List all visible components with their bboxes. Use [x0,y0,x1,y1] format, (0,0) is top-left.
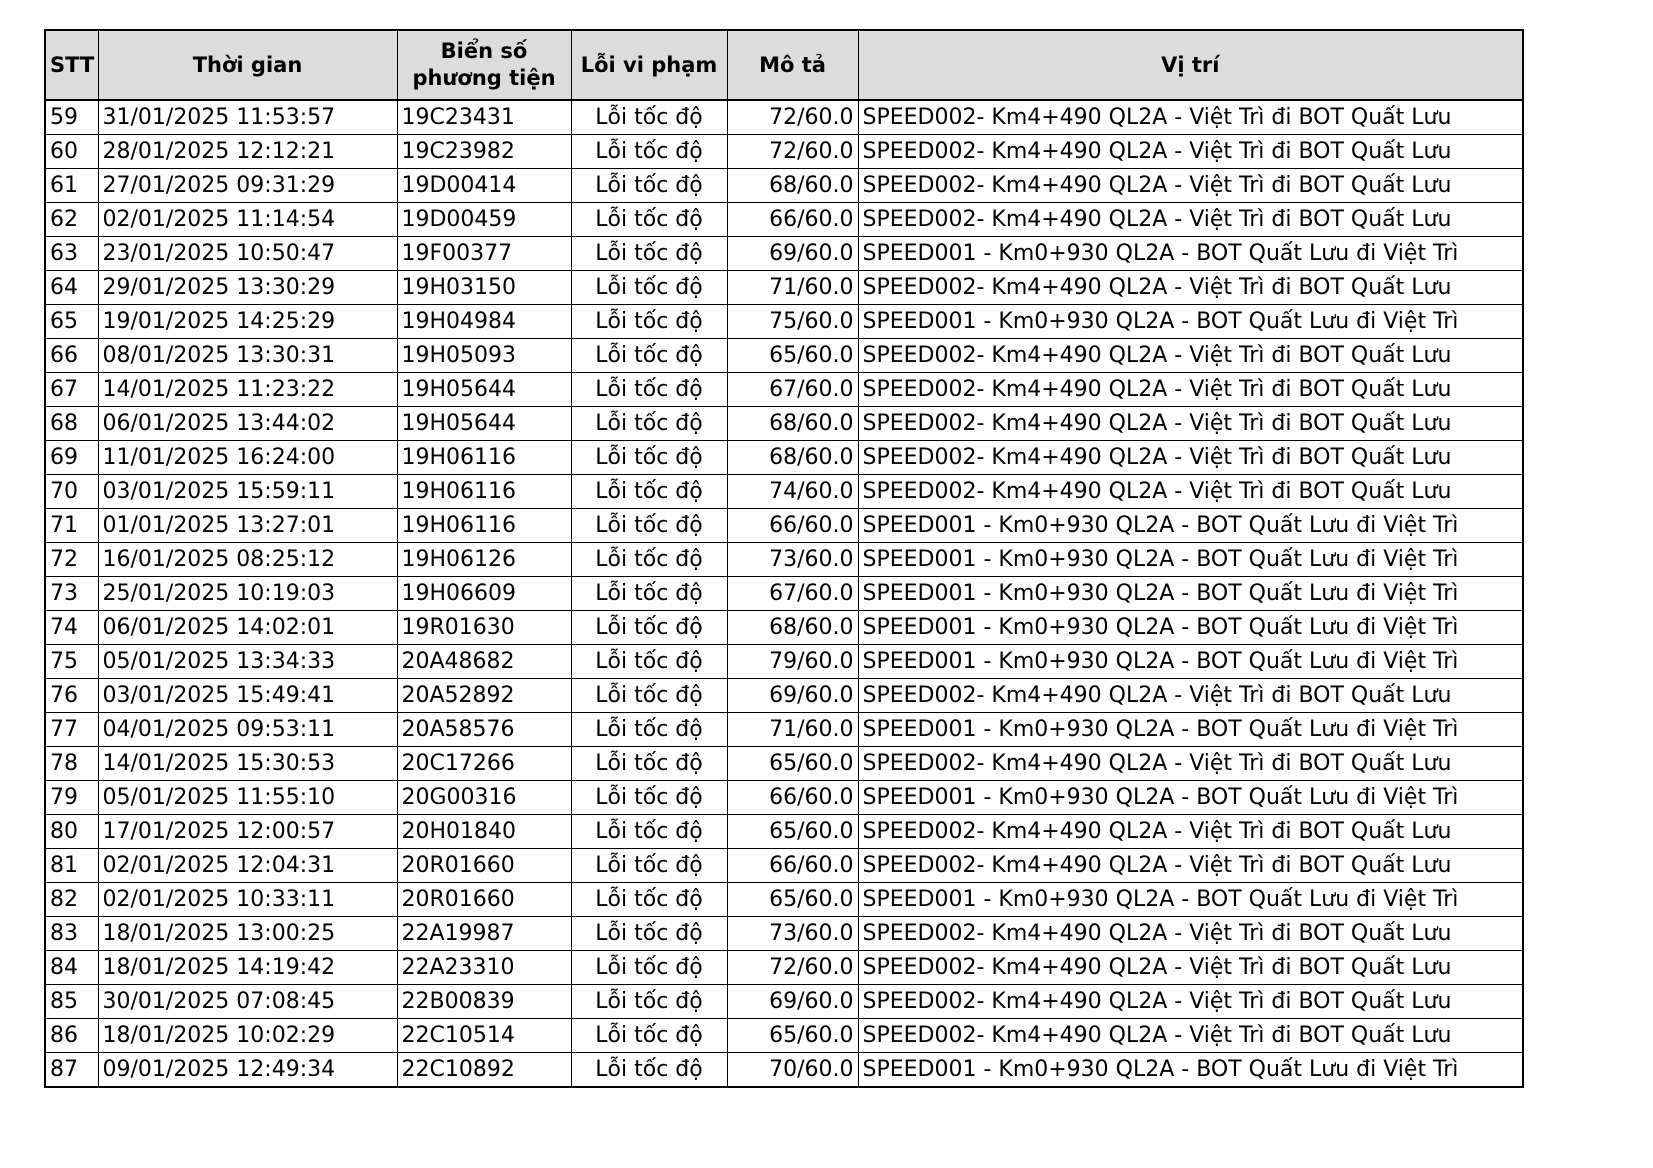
table-row [45,951,1523,985]
cell-location: SPEED002- Km4+490 QL2A - Việt Trì đi BOT Quất Lưu [858,985,1523,1019]
cell-description: 75/60.0 [727,305,858,339]
table-row [45,849,1523,883]
table-body [45,100,1523,1087]
table-row [45,611,1523,645]
table-row [45,917,1523,951]
violations-table [44,29,1524,1088]
cell-stt: 83 [45,917,98,951]
cell-description: 69/60.0 [727,679,858,713]
cell-violation: Lỗi tốc độ [571,917,727,951]
cell-violation: Lỗi tốc độ [571,747,727,781]
cell-description: 72/60.0 [727,135,858,169]
cell-plate: 22A23310 [397,951,571,985]
cell-plate: 20H01840 [397,815,571,849]
cell-violation: Lỗi tốc độ [571,815,727,849]
table-row [45,509,1523,543]
cell-time: 23/01/2025 10:50:47 [98,237,397,271]
cell-plate: 19R01630 [397,611,571,645]
cell-stt: 74 [45,611,98,645]
cell-stt: 65 [45,305,98,339]
cell-location: SPEED001 - Km0+930 QL2A - BOT Quất Lưu đi Việt Trì [858,883,1523,917]
cell-location: SPEED002- Km4+490 QL2A - Việt Trì đi BOT Quất Lưu [858,1019,1523,1053]
cell-time: 29/01/2025 13:30:29 [98,271,397,305]
cell-time: 16/01/2025 08:25:12 [98,543,397,577]
cell-time: 25/01/2025 10:19:03 [98,577,397,611]
cell-time: 06/01/2025 13:44:02 [98,407,397,441]
table-row [45,305,1523,339]
cell-location: SPEED001 - Km0+930 QL2A - BOT Quất Lưu đi Việt Trì [858,611,1523,645]
cell-violation: Lỗi tốc độ [571,883,727,917]
cell-location: SPEED002- Km4+490 QL2A - Việt Trì đi BOT Quất Lưu [858,951,1523,985]
cell-stt: 85 [45,985,98,1019]
cell-location: SPEED001 - Km0+930 QL2A - BOT Quất Lưu đi Việt Trì [858,781,1523,815]
table-row [45,100,1523,135]
cell-violation: Lỗi tốc độ [571,951,727,985]
cell-stt: 76 [45,679,98,713]
table-row [45,679,1523,713]
cell-plate: 20C17266 [397,747,571,781]
cell-time: 02/01/2025 11:14:54 [98,203,397,237]
cell-description: 65/60.0 [727,1019,858,1053]
cell-time: 03/01/2025 15:59:11 [98,475,397,509]
cell-location: SPEED002- Km4+490 QL2A - Việt Trì đi BOT Quất Lưu [858,339,1523,373]
cell-time: 18/01/2025 10:02:29 [98,1019,397,1053]
cell-plate: 20A58576 [397,713,571,747]
cell-violation: Lỗi tốc độ [571,135,727,169]
cell-location: SPEED002- Km4+490 QL2A - Việt Trì đi BOT Quất Lưu [858,373,1523,407]
table-row [45,1019,1523,1053]
cell-time: 28/01/2025 12:12:21 [98,135,397,169]
header-violation: Lỗi vi phạm [571,30,727,100]
table-row [45,747,1523,781]
cell-location: SPEED002- Km4+490 QL2A - Việt Trì đi BOT Quất Lưu [858,203,1523,237]
cell-time: 31/01/2025 11:53:57 [98,100,397,135]
cell-description: 68/60.0 [727,611,858,645]
header-location: Vị trí [858,30,1523,100]
cell-violation: Lỗi tốc độ [571,237,727,271]
table-row [45,1053,1523,1088]
table-row [45,815,1523,849]
cell-violation: Lỗi tốc độ [571,543,727,577]
cell-location: SPEED002- Km4+490 QL2A - Việt Trì đi BOT Quất Lưu [858,917,1523,951]
cell-stt: 70 [45,475,98,509]
cell-plate: 22A19987 [397,917,571,951]
cell-violation: Lỗi tốc độ [571,1053,727,1088]
cell-time: 03/01/2025 15:49:41 [98,679,397,713]
cell-stt: 60 [45,135,98,169]
table-row [45,577,1523,611]
table-row [45,373,1523,407]
cell-time: 18/01/2025 14:19:42 [98,951,397,985]
cell-plate: 20R01660 [397,849,571,883]
cell-description: 67/60.0 [727,373,858,407]
cell-stt: 75 [45,645,98,679]
cell-stt: 84 [45,951,98,985]
cell-location: SPEED002- Km4+490 QL2A - Việt Trì đi BOT Quất Lưu [858,271,1523,305]
cell-stt: 59 [45,100,98,135]
cell-stt: 68 [45,407,98,441]
cell-time: 01/01/2025 13:27:01 [98,509,397,543]
cell-time: 05/01/2025 11:55:10 [98,781,397,815]
cell-description: 66/60.0 [727,781,858,815]
cell-plate: 19D00459 [397,203,571,237]
table-row [45,203,1523,237]
cell-violation: Lỗi tốc độ [571,373,727,407]
cell-time: 17/01/2025 12:00:57 [98,815,397,849]
cell-plate: 22B00839 [397,985,571,1019]
cell-time: 18/01/2025 13:00:25 [98,917,397,951]
cell-description: 73/60.0 [727,543,858,577]
cell-location: SPEED002- Km4+490 QL2A - Việt Trì đi BOT Quất Lưu [858,849,1523,883]
cell-description: 65/60.0 [727,339,858,373]
cell-description: 65/60.0 [727,815,858,849]
table-header [45,30,1523,100]
header-time: Thời gian [98,30,397,100]
cell-stt: 71 [45,509,98,543]
cell-violation: Lỗi tốc độ [571,1019,727,1053]
cell-description: 70/60.0 [727,1053,858,1088]
cell-description: 68/60.0 [727,441,858,475]
cell-location: SPEED001 - Km0+930 QL2A - BOT Quất Lưu đi Việt Trì [858,509,1523,543]
cell-description: 79/60.0 [727,645,858,679]
cell-stt: 87 [45,1053,98,1088]
cell-stt: 72 [45,543,98,577]
cell-stt: 80 [45,815,98,849]
cell-description: 68/60.0 [727,169,858,203]
table-row [45,781,1523,815]
header-plate: Biển số phương tiện [397,30,571,100]
table-row [45,339,1523,373]
cell-violation: Lỗi tốc độ [571,203,727,237]
cell-plate: 19C23431 [397,100,571,135]
table-row [45,543,1523,577]
table-row [45,985,1523,1019]
cell-description: 73/60.0 [727,917,858,951]
cell-stt: 63 [45,237,98,271]
cell-violation: Lỗi tốc độ [571,713,727,747]
cell-plate: 22C10892 [397,1053,571,1088]
cell-stt: 81 [45,849,98,883]
cell-location: SPEED002- Km4+490 QL2A - Việt Trì đi BOT Quất Lưu [858,407,1523,441]
cell-description: 66/60.0 [727,849,858,883]
cell-violation: Lỗi tốc độ [571,577,727,611]
cell-stt: 69 [45,441,98,475]
cell-violation: Lỗi tốc độ [571,679,727,713]
cell-description: 66/60.0 [727,509,858,543]
table-row [45,713,1523,747]
table-row [45,169,1523,203]
header-description: Mô tả [727,30,858,100]
table-row [45,883,1523,917]
header-stt: STT [45,30,98,100]
cell-violation: Lỗi tốc độ [571,849,727,883]
cell-violation: Lỗi tốc độ [571,339,727,373]
cell-location: SPEED002- Km4+490 QL2A - Việt Trì đi BOT Quất Lưu [858,135,1523,169]
table-row [45,271,1523,305]
cell-plate: 19H05093 [397,339,571,373]
cell-stt: 62 [45,203,98,237]
cell-location: SPEED002- Km4+490 QL2A - Việt Trì đi BOT Quất Lưu [858,679,1523,713]
cell-description: 74/60.0 [727,475,858,509]
cell-stt: 61 [45,169,98,203]
cell-description: 65/60.0 [727,883,858,917]
cell-plate: 19H06116 [397,509,571,543]
cell-violation: Lỗi tốc độ [571,781,727,815]
cell-location: SPEED002- Km4+490 QL2A - Việt Trì đi BOT Quất Lưu [858,815,1523,849]
cell-time: 14/01/2025 11:23:22 [98,373,397,407]
cell-time: 30/01/2025 07:08:45 [98,985,397,1019]
cell-location: SPEED001 - Km0+930 QL2A - BOT Quất Lưu đi Việt Trì [858,645,1523,679]
cell-plate: 20G00316 [397,781,571,815]
table-row [45,645,1523,679]
cell-stt: 67 [45,373,98,407]
table-row [45,407,1523,441]
cell-time: 09/01/2025 12:49:34 [98,1053,397,1088]
cell-location: SPEED001 - Km0+930 QL2A - BOT Quất Lưu đi Việt Trì [858,713,1523,747]
cell-time: 02/01/2025 12:04:31 [98,849,397,883]
cell-time: 27/01/2025 09:31:29 [98,169,397,203]
cell-location: SPEED001 - Km0+930 QL2A - BOT Quất Lưu đi Việt Trì [858,305,1523,339]
cell-location: SPEED002- Km4+490 QL2A - Việt Trì đi BOT Quất Lưu [858,169,1523,203]
cell-plate: 20A48682 [397,645,571,679]
cell-plate: 20A52892 [397,679,571,713]
cell-plate: 19H06126 [397,543,571,577]
cell-stt: 79 [45,781,98,815]
cell-plate: 19D00414 [397,169,571,203]
cell-time: 11/01/2025 16:24:00 [98,441,397,475]
cell-plate: 19H05644 [397,407,571,441]
cell-time: 14/01/2025 15:30:53 [98,747,397,781]
cell-stt: 64 [45,271,98,305]
cell-violation: Lỗi tốc độ [571,305,727,339]
cell-description: 72/60.0 [727,951,858,985]
cell-location: SPEED001 - Km0+930 QL2A - BOT Quất Lưu đi Việt Trì [858,543,1523,577]
cell-plate: 19H06116 [397,441,571,475]
table-row [45,441,1523,475]
cell-plate: 19H06116 [397,475,571,509]
cell-plate: 19F00377 [397,237,571,271]
cell-stt: 86 [45,1019,98,1053]
cell-time: 05/01/2025 13:34:33 [98,645,397,679]
cell-time: 19/01/2025 14:25:29 [98,305,397,339]
cell-violation: Lỗi tốc độ [571,100,727,135]
cell-time: 02/01/2025 10:33:11 [98,883,397,917]
cell-plate: 19H05644 [397,373,571,407]
cell-description: 65/60.0 [727,747,858,781]
cell-plate: 19H06609 [397,577,571,611]
cell-description: 67/60.0 [727,577,858,611]
cell-plate: 19H04984 [397,305,571,339]
cell-stt: 77 [45,713,98,747]
cell-description: 66/60.0 [727,203,858,237]
cell-plate: 19H03150 [397,271,571,305]
cell-location: SPEED002- Km4+490 QL2A - Việt Trì đi BOT Quất Lưu [858,441,1523,475]
cell-time: 06/01/2025 14:02:01 [98,611,397,645]
cell-plate: 19C23982 [397,135,571,169]
cell-description: 69/60.0 [727,985,858,1019]
cell-time: 04/01/2025 09:53:11 [98,713,397,747]
cell-stt: 82 [45,883,98,917]
cell-violation: Lỗi tốc độ [571,407,727,441]
cell-stt: 66 [45,339,98,373]
cell-violation: Lỗi tốc độ [571,509,727,543]
cell-violation: Lỗi tốc độ [571,645,727,679]
table-row [45,135,1523,169]
cell-violation: Lỗi tốc độ [571,441,727,475]
cell-plate: 20R01660 [397,883,571,917]
cell-violation: Lỗi tốc độ [571,475,727,509]
cell-description: 72/60.0 [727,100,858,135]
cell-violation: Lỗi tốc độ [571,611,727,645]
cell-stt: 73 [45,577,98,611]
cell-description: 71/60.0 [727,271,858,305]
cell-location: SPEED002- Km4+490 QL2A - Việt Trì đi BOT Quất Lưu [858,747,1523,781]
cell-violation: Lỗi tốc độ [571,169,727,203]
cell-location: SPEED002- Km4+490 QL2A - Việt Trì đi BOT Quất Lưu [858,100,1523,135]
cell-description: 71/60.0 [727,713,858,747]
cell-location: SPEED001 - Km0+930 QL2A - BOT Quất Lưu đi Việt Trì [858,237,1523,271]
cell-location: SPEED002- Km4+490 QL2A - Việt Trì đi BOT Quất Lưu [858,475,1523,509]
cell-violation: Lỗi tốc độ [571,985,727,1019]
cell-time: 08/01/2025 13:30:31 [98,339,397,373]
cell-location: SPEED001 - Km0+930 QL2A - BOT Quất Lưu đi Việt Trì [858,1053,1523,1088]
cell-location: SPEED001 - Km0+930 QL2A - BOT Quất Lưu đi Việt Trì [858,577,1523,611]
cell-violation: Lỗi tốc độ [571,271,727,305]
cell-description: 68/60.0 [727,407,858,441]
cell-stt: 78 [45,747,98,781]
cell-description: 69/60.0 [727,237,858,271]
header-row [45,30,1523,100]
table-row [45,237,1523,271]
cell-plate: 22C10514 [397,1019,571,1053]
table-row [45,475,1523,509]
